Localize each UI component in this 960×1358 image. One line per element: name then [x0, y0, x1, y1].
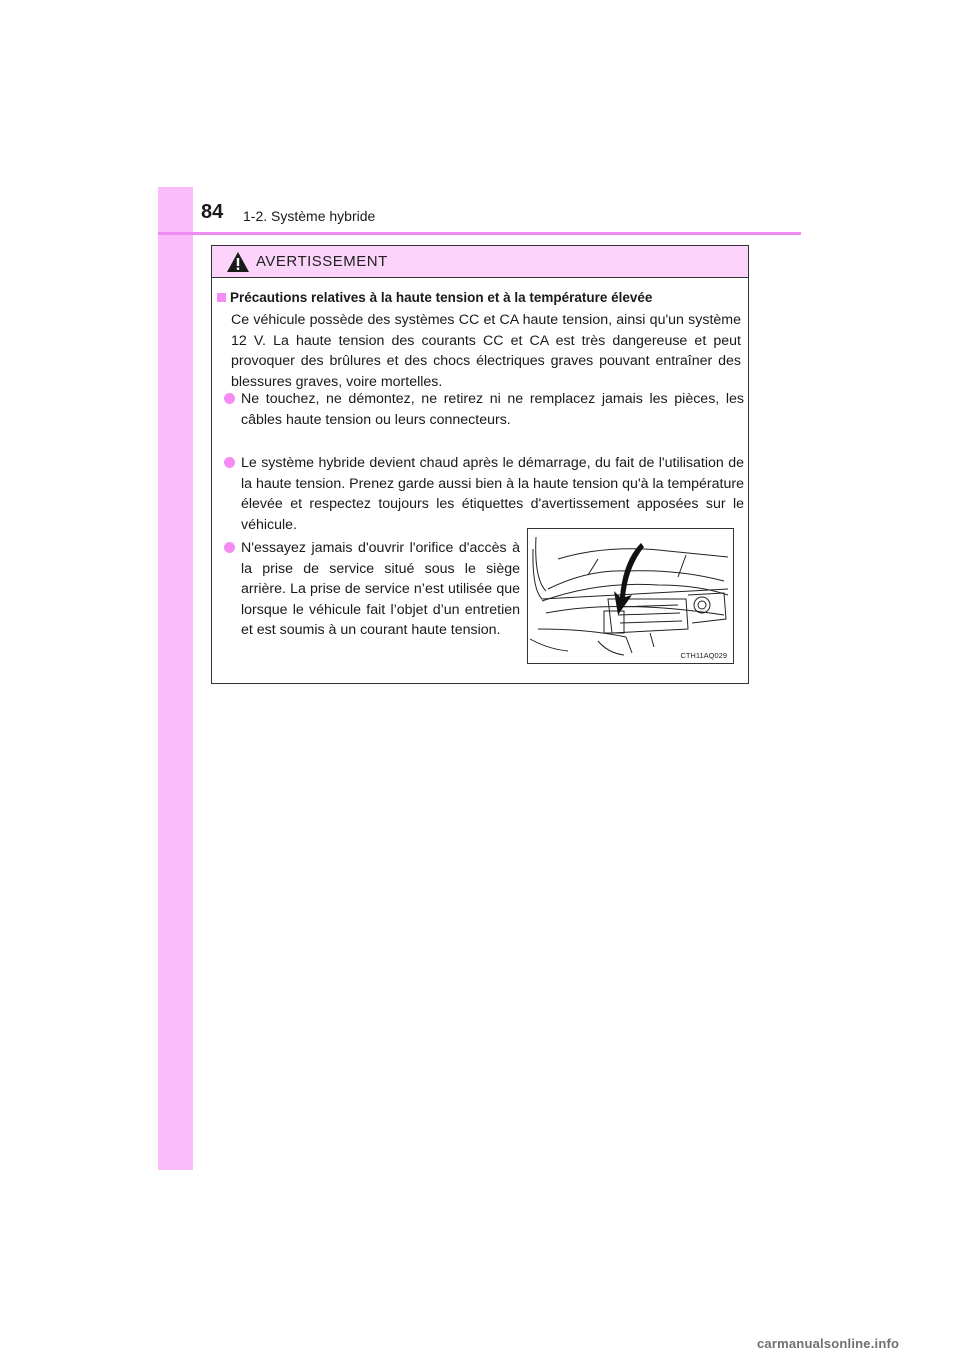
bullet-item: N'essayez jamais d'ouvrir l'orifice d'accès à la prise de service situé sous le siège arrière. La prise de service n’est utilisée que lorsque le véhicule fait l’objet d’un entretien et est soumis à un courant haute tension. [224, 538, 744, 641]
service-plug-illustration [527, 528, 734, 664]
square-bullet-icon [217, 293, 226, 302]
warning-body [212, 278, 748, 683]
warning-header [212, 246, 748, 278]
bullet-dot-icon [224, 457, 235, 468]
rear-seat-drawing [528, 529, 734, 664]
warning-triangle-icon [226, 251, 250, 273]
bullet-dot-icon [224, 542, 235, 553]
figure-code: CTH11AQ029 [680, 651, 727, 660]
bullet-item: Ne touchez, ne démontez, ne retirez ni ne remplacez jamais les pièces, les câbles haute tension ou leurs connecteurs. [224, 389, 744, 430]
bullet-dot-icon [224, 393, 235, 404]
watermark: carmanualsonline.info [757, 1336, 900, 1351]
warning-title: AVERTISSEMENT [256, 253, 388, 270]
section-title: 1-2. Système hybride [243, 208, 376, 224]
warning-paragraph: Ce véhicule possède des systèmes CC et CA haute tension, ainsi qu'un système 12 V. La haute tension des courants CC et CA est très dangereuse et peut provoquer des brûlures et des chocs électriques graves pouvant entraîner des blessures graves, voire mortelles. [231, 312, 741, 390]
warning-box [211, 245, 749, 684]
header-rule [158, 232, 801, 235]
page-number: 84 [201, 201, 224, 223]
bullet-item: Le système hybride devient chaud après le démarrage, du fait de l'utilisation de la haute tension. Prenez garde aussi bien à la haute tension qu'à la température élevée et respectez toujours les étiquettes d'avertissement apposées sur le véhicule. [224, 453, 744, 535]
side-tab-strip [158, 187, 193, 1170]
warning-subheading: Précautions relatives à la haute tension et à la température élevée [217, 290, 737, 305]
